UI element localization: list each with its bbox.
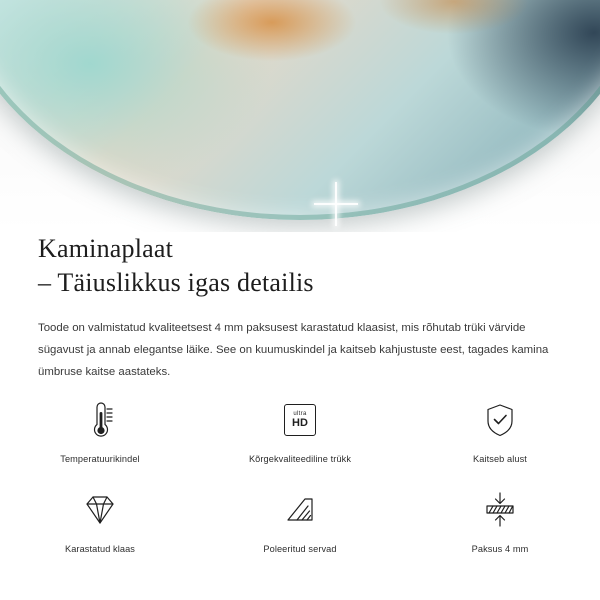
thickness-icon	[478, 486, 522, 534]
feature-label: Temperatuurikindel	[60, 454, 140, 464]
page-title	[0, 232, 600, 301]
hero-image	[0, 0, 600, 232]
feature-item-tempered-glass	[0, 486, 200, 554]
feature-list	[0, 396, 600, 554]
page-title-line-1: Kaminaplaat	[38, 234, 174, 263]
feature-label: Kaitseb alust	[473, 454, 527, 464]
feature-label: Paksus 4 mm	[471, 544, 529, 554]
feature-item-thickness	[400, 486, 600, 554]
content-block	[0, 232, 600, 383]
feature-item-polished-edges	[200, 486, 400, 554]
shield-check-icon	[481, 396, 519, 444]
polished-edges-icon	[278, 486, 322, 534]
feature-label: Karastatud klaas	[64, 544, 136, 554]
feature-item-surface-protection	[400, 396, 600, 464]
feature-label: Poleeritud servad	[263, 544, 337, 554]
feature-item-print-quality	[200, 396, 400, 464]
feature-label: Kõrgekvaliteediline trükk	[248, 454, 352, 464]
feature-item-temperature	[0, 396, 200, 464]
product-description: Toode on valmistatud kvaliteetsest 4 mm paksusest karastatud klaasist, mis rõhutab trüki värvide sügavust ja annab elegantse läike. See on kuumuskindel ja kaitseb kahjustuste eest, tagades kamina ümbruse kaitse aastateks.	[38, 321, 549, 379]
page-title-line-2: – Täiuslikkus igas detailis	[38, 268, 314, 298]
thermometer-icon	[81, 396, 119, 444]
diamond-icon	[78, 486, 122, 534]
ultra-hd-icon: ultra HD	[284, 396, 316, 444]
